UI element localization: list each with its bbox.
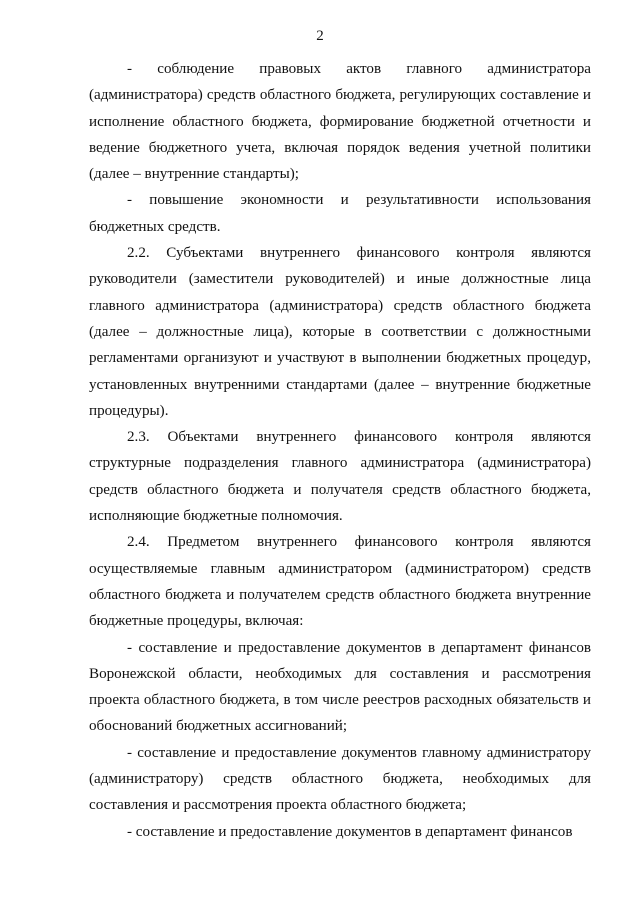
list-item-documents-to-finance-dept-continued: - составление и предоставление документов в департамент финансов (127, 823, 573, 840)
paragraph-2-3-objects: 2.3. Объектами внутреннего финансового контроля являются структурные подразделения главного администратора (администратора) средств областного бюджета и получателя средств областного бюджета, исполняющие бюджетные полномочия. (89, 429, 591, 525)
list-item-documents-to-administrator: - составление и предоставление документов главному администратору (администратору) средств областного бюджета, необходимых для составления и рассмотрения проекта областного бюджета; (89, 744, 591, 814)
page-number: 2 (316, 28, 324, 44)
paragraph-2-4-subject-matter: 2.4. Предметом внутреннего финансового контроля являются осуществляемые главным администратором (администратором) средств областного бюджета и получателем средств областного бюджета внутренние бюджетные процедуры, включая: (89, 534, 591, 630)
paragraph-2-2-subjects: 2.2. Субъектами внутреннего финансового контроля являются руководители (заместители руководителей) и иные должностные лица главного администратора (администратора) средств областного бюджета (далее – должностные лица), которые в соответствии с должностными регламентами организуют и участвуют в выполнении бюджетных процедур, установленных внутренними стандартами (далее – внутренние бюджетные процедуры). (89, 245, 591, 419)
document-body (89, 56, 591, 845)
paragraph-internal-standards: - соблюдение правовых актов главного администратора (администратора) средств областного бюджета, регулирующих составление и исполнение областного бюджета, формирование бюджетной отчетности и ведение бюджетного учета, включая порядок ведения учетной политики (далее – внутренние стандарты); (89, 61, 591, 183)
list-item-documents-to-finance-dept: - составление и предоставление документов в департамент финансов Воронежской области, необходимых для составления и рассмотрения проекта областного бюджета, в том числе реестров расходных обязательств и обоснований бюджетных ассигнований; (89, 639, 591, 735)
paragraph-efficiency: - повышение экономности и результативности использования бюджетных средств. (89, 192, 591, 235)
